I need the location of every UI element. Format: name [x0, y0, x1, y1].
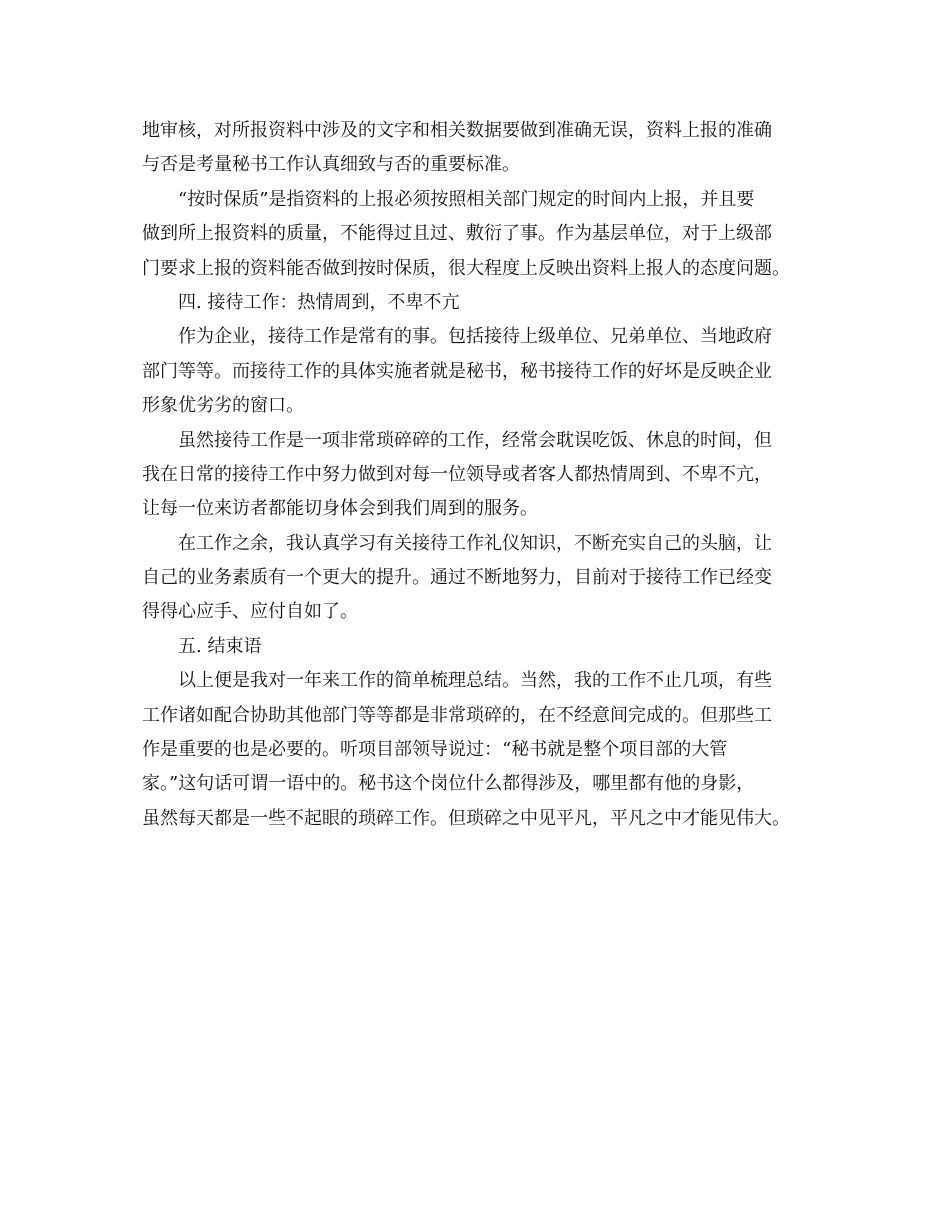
- text-line: 我在日常的接待工作中努力做到对每一位领导或者客人都热情周到、不卑不亢，: [142, 463, 772, 485]
- paragraph-start: 以上便是我对一年来工作的简单梳理总结。当然，我的工作不止几项，有些: [178, 670, 772, 692]
- text-line: 部门等等。而接待工作的具体实施者就是秘书，秘书接待工作的好坏是反映企业: [142, 360, 772, 382]
- text-line: 与否是考量秘书工作认真细致与否的重要标准。: [142, 154, 520, 176]
- section-heading: 四. 接待工作：热情周到，不卑不亢: [178, 291, 460, 313]
- text-line: 得得心应手、应付自如了。: [142, 601, 358, 623]
- text-line: 做到所上报资料的质量，不能得过且过、敷衍了事。作为基层单位，对于上级部: [142, 223, 772, 245]
- text-line: 自己的业务素质有一个更大的提升。通过不断地努力，目前对于接待工作已经变: [142, 567, 772, 589]
- paragraph-start: 作为企业，接待工作是常有的事。包括接待上级单位、兄弟单位、当地政府: [178, 326, 772, 348]
- document-body: [142, 114, 822, 836]
- paragraph-start: 虽然接待工作是一项非常琐碎碎的工作，经常会耽误吃饭、休息的时间，但: [178, 429, 772, 451]
- text-line: 形象优劣劣的窗口。: [142, 395, 304, 417]
- paragraph-start: 在工作之余，我认真学习有关接待工作礼仪知识，不断充实自己的头脑，让: [178, 532, 772, 554]
- text-line: 让每一位来访者都能切身体会到我们周到的服务。: [142, 498, 538, 520]
- text-line: 虽然每天都是一些不起眼的琐碎工作。但琐碎之中见平凡，平凡之中才能见伟大。: [142, 807, 790, 829]
- paragraph-start: “按时保质”是指资料的上报必须按照相关部门规定的时间内上报，并且要: [178, 188, 755, 210]
- text-line: 家。”这句话可谓一语中的。秘书这个岗位什么都得涉及，哪里都有他的身影，: [142, 773, 755, 795]
- text-line: 门要求上报的资料能否做到按时保质，很大程度上反映出资料上报人的态度问题。: [142, 257, 790, 279]
- text-line: 工作诸如配合协助其他部门等等都是非常琐碎的，在不经意间完成的。但那些工: [142, 704, 772, 726]
- text-line: 作是重要的也是必要的。听项目部领导说过：“秘书就是整个项目部的大管: [142, 739, 728, 761]
- text-line: 地审核，对所报资料中涉及的文字和相关数据要做到准确无误，资料上报的准确: [142, 120, 772, 141]
- section-heading: 五. 结束语: [178, 635, 262, 657]
